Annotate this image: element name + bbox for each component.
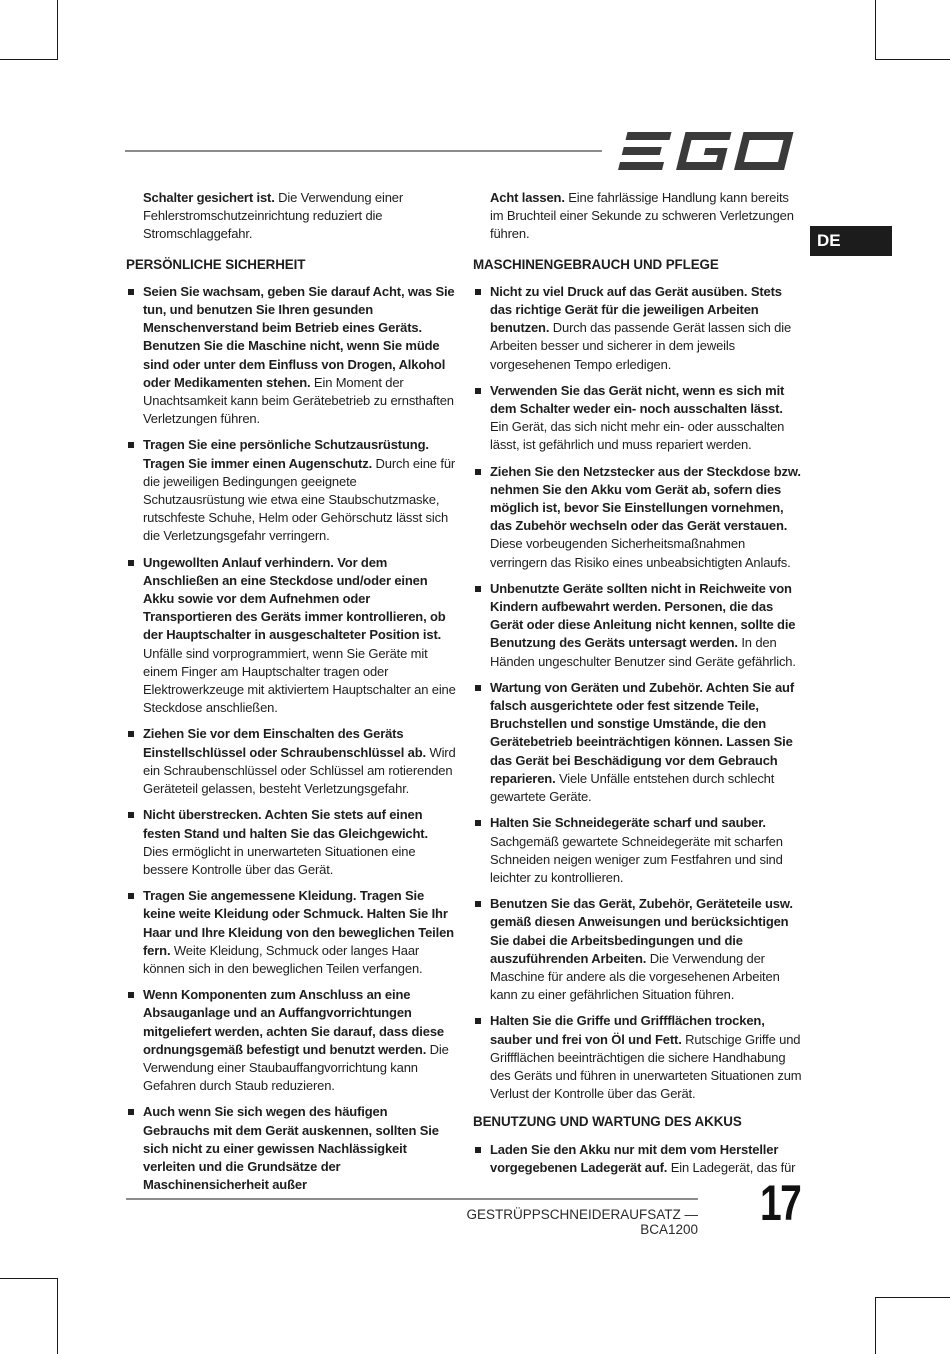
body-text: Rutschige Griffe und Griffflächen beeinträchtigen die sichere Handhabung des Geräts und führen in unerwarteten Situationen zum Verlust der Kontrolle über das Gerät. <box>490 1031 802 1102</box>
body-text: Eine fahrlässige Handlung kann bereits im Bruchteil einer Sekunde zu schweren Verletzungen führen. <box>490 190 794 242</box>
bold-lead: Halten Sie die Griffe und Griffflächen trocken, sauber und frei von Öl und Fett. <box>490 1013 765 1047</box>
list-item <box>473 1012 803 1103</box>
square-bullet-icon <box>475 820 481 826</box>
list-item <box>126 887 456 978</box>
bold-lead: Tragen Sie eine persönliche Schutzausrüstung. Tragen Sie immer einen Augenschutz. <box>143 437 429 471</box>
body-text: Ein Moment der Unachtsamkeit kann beim Gerätebetrieb zu ernsthaften Verletzungen führen. <box>143 374 454 427</box>
square-bullet-icon <box>128 560 134 566</box>
bold-lead: Ziehen Sie vor dem Einschalten des Geräts Einstellschlüssel oder Schraubenschlüssel ab. <box>143 726 426 760</box>
footer-rule <box>126 1198 698 1200</box>
list-item <box>473 580 803 671</box>
footer-title: GESTRÜPPSCHNEIDERAUFSATZ — BCA1200 <box>466 1207 698 1237</box>
list-item <box>126 283 456 429</box>
body-text: Sachgemäß gewartete Schneidegeräte mit scharfen Schneiden neigen weniger zum Festfahren und sind leichter zu kontrollieren. <box>490 833 783 885</box>
crop-mark <box>57 0 58 60</box>
list-item <box>473 463 803 572</box>
crop-mark <box>0 1278 58 1279</box>
crop-mark <box>875 1297 950 1298</box>
square-bullet-icon <box>475 685 481 691</box>
square-bullet-icon <box>475 469 481 475</box>
section-heading: PERSÖNLICHE SICHERHEIT <box>126 256 306 272</box>
bold-lead: Ziehen Sie den Netzstecker aus der Steckdose bzw. nehmen Sie den Akku vom Gerät ab, sofern dies möglich ist, bevor Sie Einstellungen vornehmen, das Zubehör wechseln oder das Gerät verstauen. <box>490 463 801 534</box>
body-text: Ein Gerät, das sich nicht mehr ein- oder ausschalten lässt, ist gefährlich und muss repariert werden. <box>490 419 785 453</box>
list-item <box>473 814 803 887</box>
bold-lead: Laden Sie den Akku nur mit dem vom Hersteller vorgegebenen Ladegerät auf. <box>490 1141 779 1175</box>
list-item <box>126 986 456 1095</box>
crop-mark <box>875 59 950 60</box>
list-item <box>473 1141 803 1177</box>
list-item <box>126 725 456 798</box>
body-text: Die Verwendung der Maschine für andere als die vorgesehenen Arbeiten kann zu einer gefährlichen Situation führen. <box>490 950 780 1003</box>
left-column <box>126 189 456 1204</box>
square-bullet-icon <box>128 1109 134 1115</box>
bullet-list <box>473 283 803 1104</box>
body-text: Durch das passende Gerät lassen sich die Arbeiten besser und sicherer in dem jeweils vorgesehenen Tempo erledigen. <box>490 320 792 372</box>
square-bullet-icon <box>475 901 481 907</box>
square-bullet-icon <box>128 992 134 998</box>
bold-lead: Benutzen Sie das Gerät, Zubehör, Geräteteile usw. gemäß diesen Anweisungen und berücksichtigen Sie dabei die Arbeitsbedingungen und die auszuführenden Arbeiten. <box>490 896 793 966</box>
bold-lead: Wartung von Geräten und Zubehör. Achten Sie auf falsch ausgerichtete oder fest sitzende Teile, Bruchstellen und sonstige Umstände, die den Gerätebetrieb beeinträchtigen können. Lassen Sie das Gerät bei Beschädigung vor dem Gebrauch reparieren. <box>490 679 795 786</box>
bold-lead: Nicht zu viel Druck auf das Gerät ausüben. Stets das richtige Gerät für die jeweiligen Arbeiten benutzen. <box>490 283 782 336</box>
body-text: Dies ermöglicht in unerwarteten Situationen eine bessere Kontrolle über das Gerät. <box>143 843 416 877</box>
body-text: Wird ein Schraubenschlüssel oder Schlüssel am rotierenden Geräteteil gelassen, besteht Verletzungsgefahr. <box>143 744 456 797</box>
list-item <box>126 806 456 879</box>
body-text: Durch eine für die jeweiligen Bedingungen geeignete Schutzausrüstung wie etwa eine Staubschutzmaske, rutschfeste Schuhe, Helm oder Gehörschutz lässt sich die Verletzungsgefahr verringern. <box>143 455 456 544</box>
square-bullet-icon <box>128 442 134 448</box>
crop-mark <box>875 0 876 60</box>
language-tab: DE <box>810 226 892 256</box>
body-text: Diese vorbeugenden Sicherheitsmaßnahmen verringern das Risiko eines unbeabsichtigten Anlaufs. <box>490 536 791 570</box>
header-rule <box>125 150 602 152</box>
bullet-list <box>126 283 456 1195</box>
bold-lead: Acht lassen. <box>490 190 565 205</box>
body-text: Unfälle sind vorprogrammiert, wenn Sie Geräte mit einem Finger am Hauptschalter tragen oder Elektrowerkzeuge mit aktiviertem Hauptschalter an eine Steckdose anschließen. <box>143 645 456 716</box>
body-text: In den Händen ungeschulter Benutzer sind Geräte gefährlich. <box>490 635 796 669</box>
body-text: Die Verwendung einer Fehlerstromschutzeinrichtung reduziert die Stromschlaggefahr. <box>143 190 404 242</box>
square-bullet-icon <box>475 1147 481 1153</box>
continued-paragraph <box>126 189 456 244</box>
bold-lead: Auch wenn Sie sich wegen des häufigen Gebrauchs mit dem Gerät auskennen, sollten Sie sich nicht zu einer gewissen Nachlässigkeit verleiten und die Grundsätze der Maschinensicherheit außer <box>143 1104 439 1193</box>
right-column <box>473 189 803 1187</box>
bold-lead: Schalter gesichert ist. <box>143 190 275 205</box>
square-bullet-icon <box>475 1018 481 1024</box>
body-text: Weite Kleidung, Schmuck oder langes Haar können sich in den beweglichen Teilen verfangen. <box>143 942 423 976</box>
bullet-list <box>473 1141 803 1177</box>
square-bullet-icon <box>128 812 134 818</box>
square-bullet-icon <box>128 289 134 295</box>
bold-lead: Tragen Sie angemessene Kleidung. Tragen Sie keine weite Kleidung oder Schmuck. Halten Sie Ihr Haar und Ihre Kleidung von den beweglichen Teilen fern. <box>143 888 454 958</box>
list-item <box>473 679 803 806</box>
square-bullet-icon <box>128 893 134 899</box>
bold-lead: Nicht überstrecken. Achten Sie stets auf einen festen Stand und halten Sie das Gleichgewicht. <box>143 807 428 841</box>
list-item <box>126 436 456 545</box>
continued-paragraph <box>473 189 803 244</box>
section-heading: BENUTZUNG UND WARTUNG DES AKKUS <box>473 1114 742 1130</box>
body-text: Die Verwendung einer Staubauffangvorrichtung kann Gefahren durch Staub reduzieren. <box>143 1041 449 1094</box>
list-item <box>126 554 456 718</box>
bold-lead: Ungewollten Anlauf verhindern. Vor dem Anschließen an eine Steckdose und/oder einen Akku sowie vor dem Aufnehmen oder Transportieren des Geräts immer kontrollieren, ob der Hauptschalter in ausgeschalteter Position ist. <box>143 554 446 643</box>
bold-lead: Wenn Komponenten zum Anschluss an eine Absauganlage und an Auffangvorrichtungen mitgeliefert werden, achten Sie darauf, dass diese ordnungsgemäß befestigt und benutzt werden. <box>143 987 444 1057</box>
crop-mark <box>875 1297 876 1354</box>
square-bullet-icon <box>475 388 481 394</box>
section-heading: MASCHINENGEBRAUCH UND PFLEGE <box>473 256 719 272</box>
body-text: Ein Ladegerät, das für <box>667 1159 796 1175</box>
ego-logo <box>616 130 800 172</box>
bold-lead: Halten Sie Schneidegeräte scharf und sauber. <box>490 815 766 831</box>
square-bullet-icon <box>128 731 134 737</box>
list-item <box>473 382 803 455</box>
square-bullet-icon <box>475 586 481 592</box>
bold-lead: Verwenden Sie das Gerät nicht, wenn es sich mit dem Schalter weder ein- noch ausschalten lässt. <box>490 382 785 417</box>
bold-lead: Seien Sie wachsam, geben Sie darauf Acht, was Sie tun, und benutzen Sie Ihren gesunden Menschenverstand beim Betrieb eines Geräts. Benutzen Sie die Maschine nicht, wenn Sie müde sind oder unter dem Einfluss von Drogen, Alkohol oder Medikamenten stehen. <box>143 283 455 390</box>
square-bullet-icon <box>475 289 481 295</box>
crop-mark <box>57 1278 58 1354</box>
page-number: 17 <box>760 1175 801 1231</box>
crop-mark <box>0 59 58 60</box>
list-item <box>126 1103 456 1194</box>
bold-lead: Unbenutzte Geräte sollten nicht in Reichweite von Kindern aufbewahrt werden. Personen, die das Gerät oder diese Anleitung nicht kennen, sollte die Benutzung des Geräts untersagt werden. <box>490 580 796 651</box>
list-item <box>473 283 803 374</box>
list-item <box>473 895 803 1004</box>
body-text: Viele Unfälle entstehen durch schlecht gewartete Geräte. <box>490 770 775 805</box>
